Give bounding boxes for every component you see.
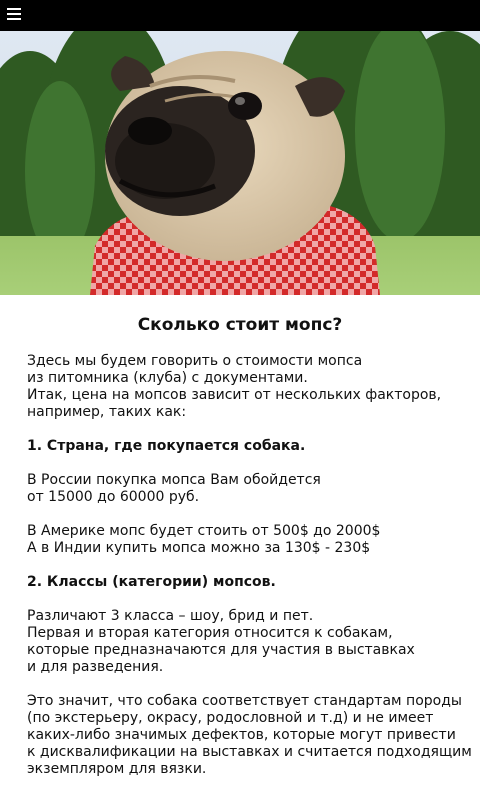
article-text-line: из питомника (клуба) с документами. [27,370,308,386]
article-title: Сколько стоит мопс? [137,315,343,335]
article-text-line: Различают 3 класса – шоу, брид и пет. [27,608,314,624]
article-text-line: Здесь мы будем говорить о стоимости мопса [27,353,363,369]
top-app-bar [0,0,480,31]
article-text-line: В Америке мопс будет стоить от 500$ до 2000$ [27,523,381,539]
article-text-line: и для разведения. [27,659,164,675]
article-text-line: А в Индии купить мопса можно за 130$ - 230$ [27,540,371,556]
hamburger-menu-icon[interactable] [7,8,21,20]
hero-image [0,31,480,295]
article-text-line: Первая и вторая категория относится к собакам, [27,625,393,641]
section-heading-classes: 2. Классы (категории) мопсов. [27,574,276,590]
article-text-line: которые предназначаются для участия в выставках [27,642,415,658]
pug-photo [0,31,480,295]
article-text-line: например, таких как: [27,404,187,420]
article [0,295,480,800]
article-text-line: от 15000 до 60000 руб. [27,489,200,505]
article-text-line: Это значит, что собака соответствует стандартам породы [27,693,462,709]
article-text-line: (по экстерьеру, окрасу, родословной и т.д) и не имеет [27,710,434,726]
section-heading-country: 1. Страна, где покупается собака. [27,438,306,454]
article-text-line: В России покупка мопса Вам обойдется [27,472,321,488]
article-text-line: к дисквалификации на выставках и считается подходящим [27,744,472,760]
article-text-line: Итак, цена на мопсов зависит от нескольких факторов, [27,387,442,403]
article-text-line: экземпляром для вязки. [27,761,207,777]
article-text-line: каких-либо значимых дефектов, которые могут привести [27,727,456,743]
